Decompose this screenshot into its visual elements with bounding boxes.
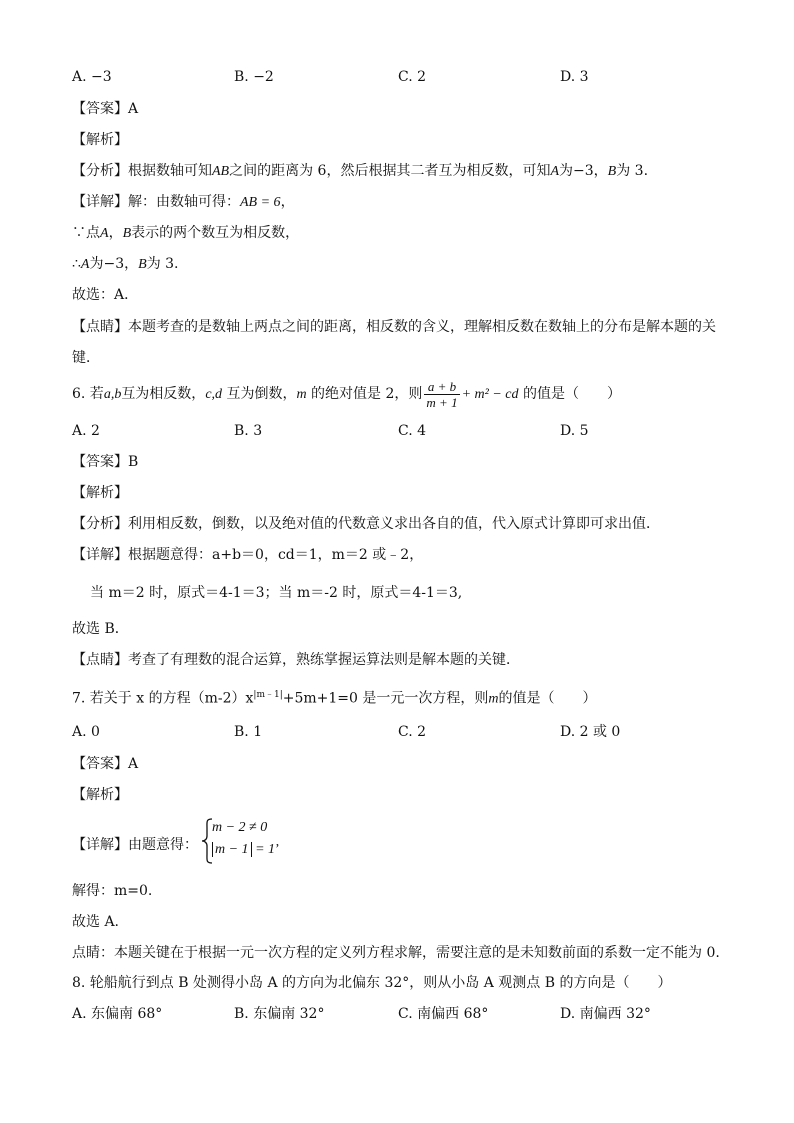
- q5-jiexi: 【解析】: [72, 132, 128, 148]
- fraction: [424, 379, 459, 410]
- q5-xiangjie: [72, 193, 295, 212]
- q5-dianjing: [72, 318, 716, 336]
- text: 为 3.: [616, 163, 649, 179]
- math: A: [100, 226, 109, 241]
- q6-dianjing: [72, 651, 520, 669]
- text: 本题考查的是数轴上两点之间的距离，相反数的含义，理解相反数在数轴上的分布是解本题的关: [128, 319, 716, 335]
- equation-1: m − 2 ≠ 0: [212, 820, 268, 835]
- q5-answer: [72, 100, 138, 118]
- xiangjie-tag: 【详解】: [72, 194, 128, 210]
- math: A: [550, 164, 560, 179]
- q6-fenxi: [72, 515, 660, 533]
- text: +5m+1=0 是一元一次方程，则: [282, 690, 489, 707]
- q5-options: [72, 68, 722, 86]
- equation-2: [212, 842, 280, 858]
- text: 互为倒数，: [222, 386, 297, 402]
- answer-value: A: [128, 101, 139, 117]
- q6-options: [72, 422, 722, 440]
- math: a,b: [103, 387, 122, 402]
- q8-option-d: D. 南偏西 32°: [560, 1006, 651, 1022]
- q7-answer: [72, 755, 138, 773]
- text: ，: [280, 194, 295, 210]
- text: ’: [275, 842, 280, 857]
- q5-option-a: A. −3: [72, 69, 112, 85]
- q6-stem: [72, 376, 621, 413]
- q7-choose: 故选 A.: [72, 914, 120, 930]
- math: c,d: [205, 387, 223, 402]
- q7-option-d: D. 2 或 0: [560, 724, 621, 740]
- text: 根据数轴可知: [128, 163, 212, 179]
- answer-value: B: [128, 454, 139, 470]
- text: 互为相反数，: [121, 386, 206, 402]
- q6-answer: [72, 453, 138, 471]
- math: AB = 6: [240, 195, 281, 210]
- q7-xiangjie: [72, 834, 198, 854]
- text: 为 3.: [146, 256, 179, 272]
- q7-option-c: C. 2: [398, 724, 427, 740]
- q6-choose: 故选 B．: [72, 621, 129, 637]
- fraction-denominator: m + 1: [426, 394, 458, 410]
- answer-tag: 【答案】: [72, 454, 128, 470]
- exponent: |m﹣1|: [253, 690, 283, 700]
- math: B: [138, 257, 147, 272]
- q5-because: [72, 224, 299, 243]
- q6-jiexi: 【解析】: [72, 485, 128, 501]
- q7-option-a: A. 0: [72, 724, 100, 740]
- xiangjie-tag: 【详解】: [72, 547, 128, 563]
- q7-jiexi: 【解析】: [72, 787, 128, 803]
- text: 解：由数轴可得：: [128, 194, 240, 210]
- math: A: [80, 257, 90, 272]
- dianjing-tag: 【点睛】: [72, 319, 128, 335]
- math: = 1: [251, 842, 276, 857]
- xiangjie-tag: 【详解】: [72, 837, 128, 853]
- q7-options: [72, 723, 722, 741]
- math: m: [296, 387, 307, 402]
- math: B: [607, 164, 617, 179]
- q7-option-b: B. 1: [234, 724, 263, 740]
- text: 的值是（ ）: [498, 690, 597, 707]
- q8-option-b: B. 东偏南 32°: [234, 1006, 325, 1022]
- text: 由题意得：: [128, 837, 198, 853]
- answer-tag: 【答案】: [72, 756, 128, 772]
- text: ∵点: [72, 225, 100, 241]
- q8-option-a: A. 东偏南 68°: [72, 1006, 163, 1022]
- q7-dianjing: 点睛：本题关键在于根据一元一次方程的定义列方程求解，需要注意的是未知数前面的系数一定不能为 0.: [72, 945, 720, 961]
- math: m: [488, 691, 499, 707]
- q7-solve: 解得：m=0.: [72, 883, 153, 899]
- q5-option-d: D. 3: [560, 69, 589, 85]
- fenxi-tag: 【分析】: [72, 163, 128, 179]
- q5-option-c: C. 2: [398, 69, 427, 85]
- q6-cases: 当 m＝2 时，原式＝4-1＝3；当 m＝-2 时，原式＝4-1＝3,: [90, 585, 463, 601]
- fenxi-tag: 【分析】: [72, 516, 128, 532]
- text: 表示的两个数互为相反数，: [131, 225, 300, 241]
- text: ，: [108, 225, 123, 241]
- q8-option-c: C. 南偏西 68°: [398, 1006, 489, 1022]
- q5-therefore: [72, 255, 179, 274]
- q6-xiangjie: [72, 546, 423, 564]
- q7-stem: [72, 686, 597, 709]
- text: 利用相反数，倒数，以及绝对值的代数意义求出各自的值，代入原式计算即可求出值．: [128, 516, 660, 532]
- q5-dianjing-cont: 键．: [72, 350, 100, 366]
- text: 7. 若关于 x 的方程（m-2）x: [72, 690, 254, 707]
- text: 为−3，: [89, 256, 139, 272]
- text: 根据题意得：a+b＝0，cd＝1，m＝2 或﹣2，: [128, 547, 424, 563]
- answer-tag: 【答案】: [72, 101, 128, 117]
- text: 6. 若: [72, 386, 104, 402]
- q6-option-c: C. 4: [398, 423, 427, 439]
- math: AB: [212, 164, 230, 179]
- dianjing-tag: 【点睛】: [72, 652, 128, 668]
- q5-fenxi: [72, 162, 648, 181]
- text: ∴: [72, 256, 81, 272]
- text: 的值是（ ）: [518, 386, 621, 402]
- math: B: [122, 226, 132, 241]
- math: + m² − cd: [461, 387, 519, 402]
- q6-option-a: A. 2: [72, 423, 100, 439]
- answer-value: A: [128, 756, 139, 772]
- q6-option-b: B. 3: [234, 423, 263, 439]
- text: 的绝对值是 2，则: [306, 386, 423, 402]
- abs-value: m − 1: [212, 842, 252, 857]
- q8-stem: 8. 轮船航行到点 B 处测得小岛 A 的方向为北偏东 32°，则从小岛 A 观测点 B 的方向是（ ）: [72, 975, 672, 991]
- q6-option-d: D. 5: [560, 423, 589, 439]
- text: 之间的距离为 6，然后根据其二者互为相反数，可知: [229, 163, 551, 179]
- fraction-numerator: a + b: [424, 379, 459, 395]
- text: 考查了有理数的混合运算，熟练掌握运算法则是解本题的关键．: [128, 652, 520, 668]
- q5-choose: 故选：A．: [72, 287, 139, 303]
- q5-option-b: B. −2: [234, 69, 274, 85]
- q8-options: [72, 1005, 722, 1023]
- text: 为−3，: [559, 163, 608, 179]
